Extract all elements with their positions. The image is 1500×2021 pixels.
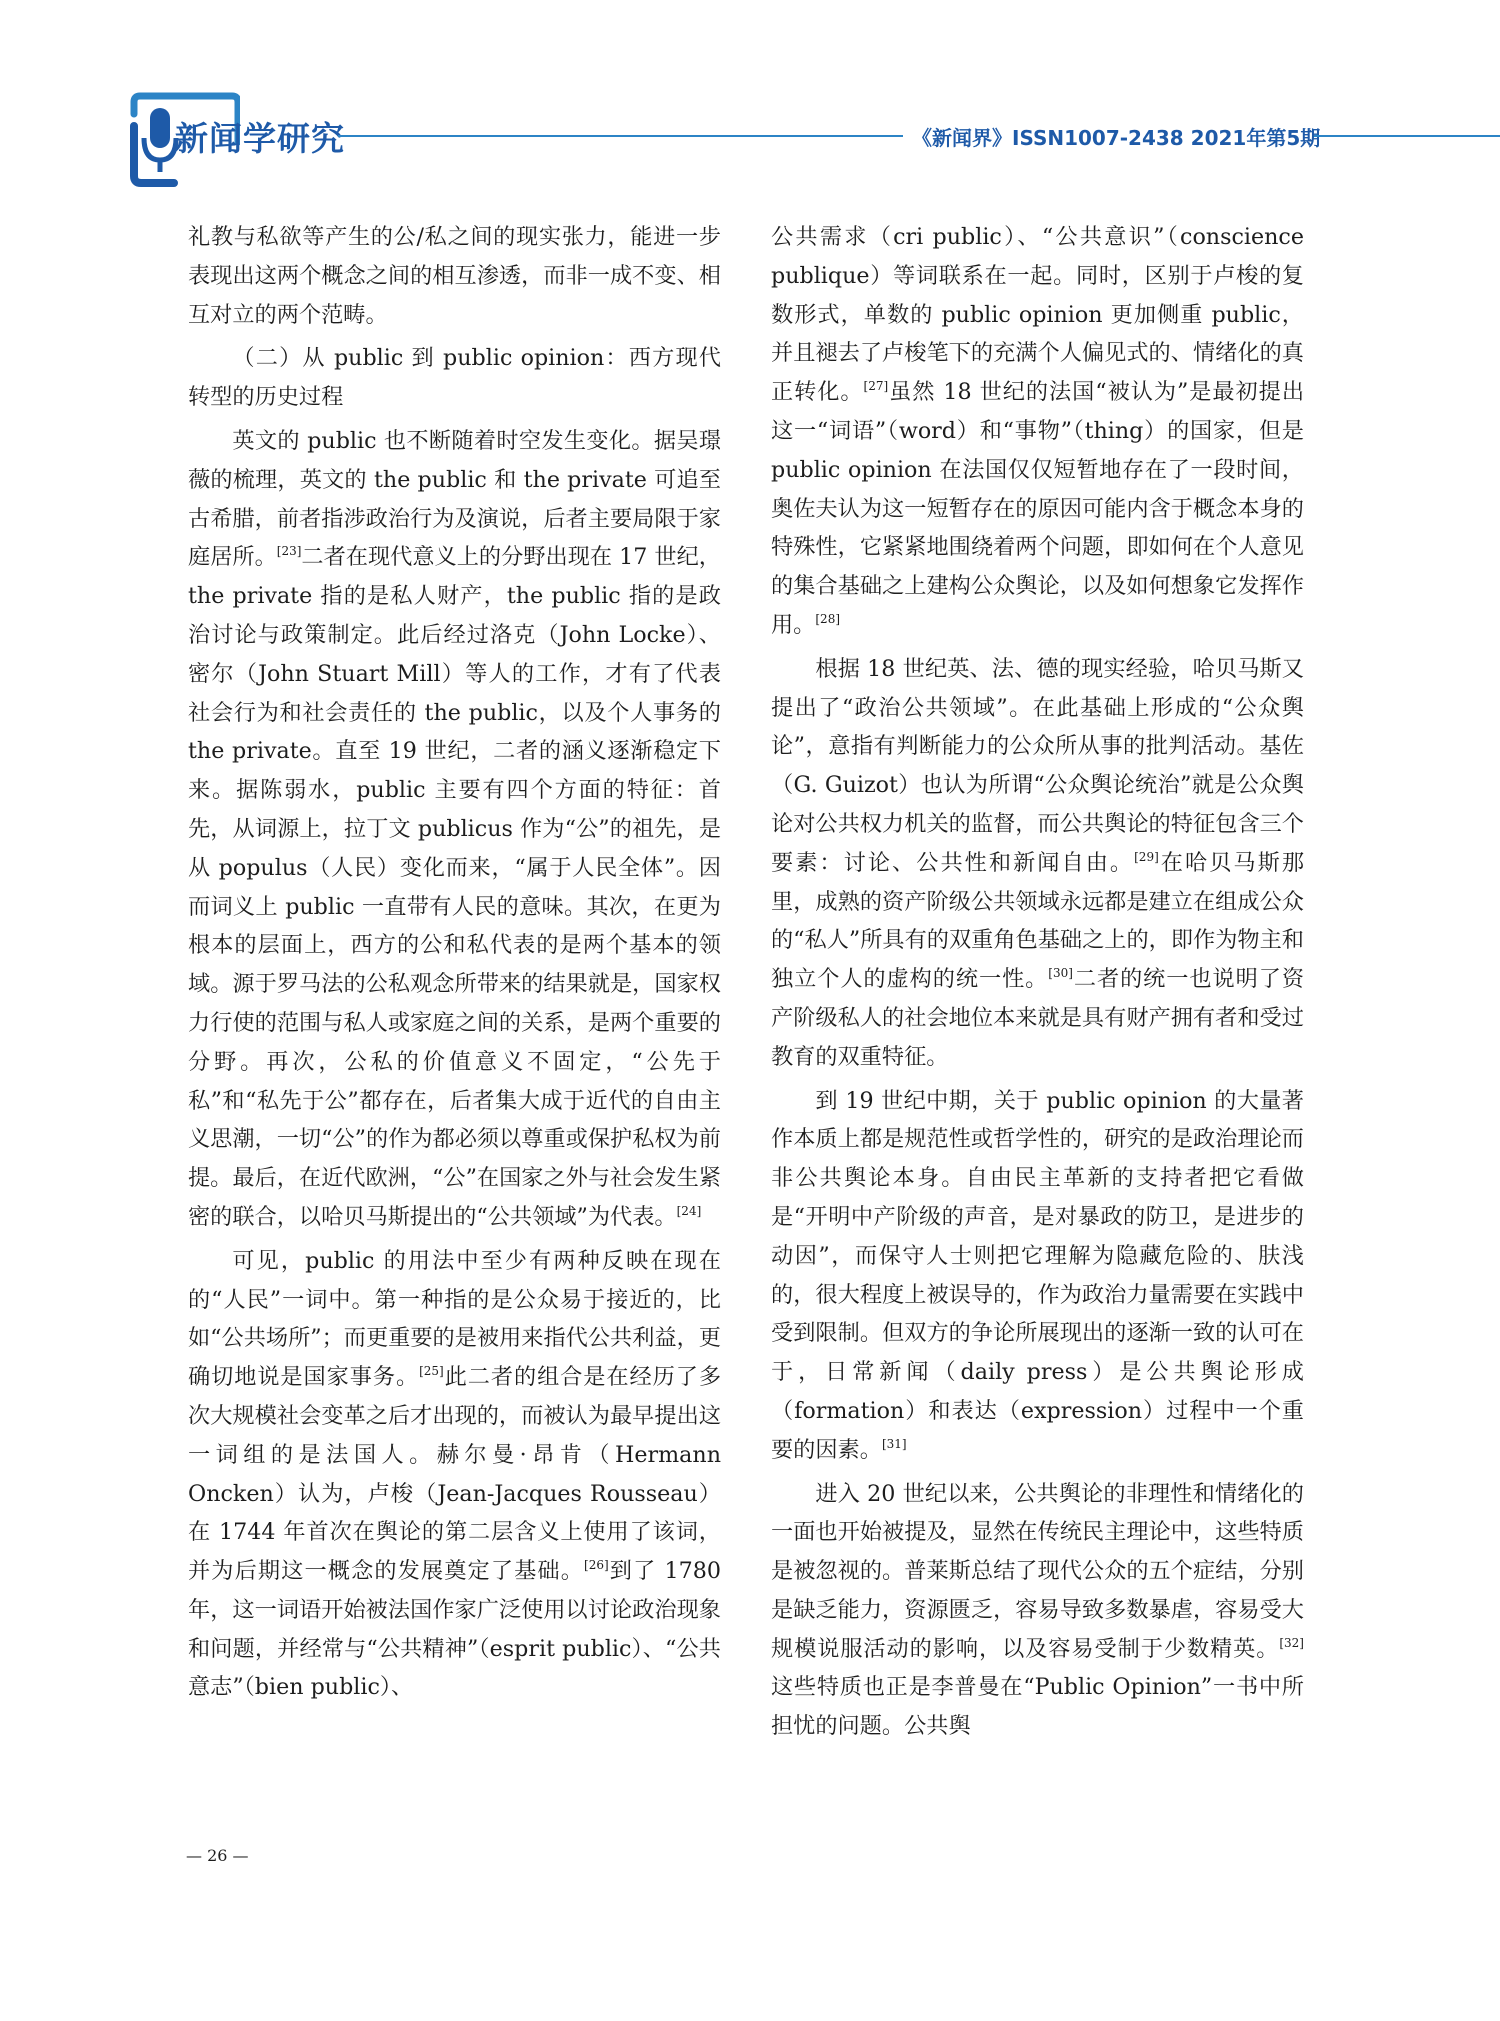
paragraph-text: 虽然 18 世纪的法国“被认为”是最初提出这一“词语”（word）和“事物”（thing）的国家，但是 public opinion 在法国仅仅短暂地存在了一段时间，奥佐夫认为这一短暂存在的原因可能内含于概念本身的特殊性，它紧紧地围绕着两个问题，即如何在个人意见的集合基础之上建构公众舆论，以及如何想象它发挥作用。 xyxy=(771,379,1305,638)
right-column xyxy=(771,218,1304,1751)
footnote-ref: [29] xyxy=(1134,849,1159,864)
page-header xyxy=(0,0,1500,200)
paragraph-text: 二者的统一也说明了资产阶级私人的社会地位本来就是具有财产拥有者和受过教育的双重特征。 xyxy=(771,966,1305,1070)
paragraph-text: 这些特质也正是李普曼在“Public Opinion”一书中所担忧的问题。公共舆 xyxy=(771,1674,1304,1740)
paragraph-text: 此二者的组合是在经历了多次大规模社会变革之后才出现的，而被认为最早提出这一词组的是法国人。赫尔曼·昂肯（Hermann Oncken）认为，卢梭（Jean-Jacques Rousseau）在 1744 年首次在舆论的第二层含义上使用了该词，并为后期这一概念的发展奠定了基础。 xyxy=(188,1364,722,1585)
subheading-text: （二）从 public 到 public opinion：西方现代转型的历史过程 xyxy=(188,345,721,411)
footnote-ref: [32] xyxy=(1279,1635,1304,1650)
paragraph-text: 二者在现代意义上的分野出现在 17 世纪，the private 指的是私人财产，the public 指的是政治讨论与政策制定。此后经过洛克（John Locke）、密尔（John Stuart Mill）等人的工作，才有了代表社会行为和社会责任的 the public，以及个人事务的 the private。直至 19 世纪，二者的涵义逐渐稳定下来。据陈弱水，public 主要有四个方面的特征：首先，从词源上，拉丁文 publicus 作为“公”的祖先，是从 populus（人民）变化而来，“属于人民全体”。因而词义上 public 一直带有人民的意味。其次，在更为根本的层面上，西方的公和私代表的是两个基本的领域。源于罗马法的公私观念所带来的结果就是，国家权力行使的范围与私人或家庭之间的关系，是两个重要的分野。再次，公私的价值意义不固定，“公先于私”和“私先于公”都存在，后者集大成于近代的自由主义思潮，一切“公”的作为都必须以尊重或保护私权为前提。最后，在近代欧洲，“公”在国家之外与社会发生紧密的联合，以哈贝马斯提出的“公共领域”为代表。 xyxy=(188,544,721,1230)
footnote-ref: [26] xyxy=(584,1558,609,1573)
paragraph-text: 礼教与私欲等产生的公/私之间的现实张力，能进一步表现出这两个概念之间的相互渗透，而非一成不变、相互对立的两个范畴。 xyxy=(188,224,721,328)
paragraph xyxy=(771,218,1304,645)
section-subheading xyxy=(188,339,721,417)
footnote-ref: [30] xyxy=(1048,966,1073,981)
paragraph xyxy=(188,422,721,1237)
paragraph-text: 根据 18 世纪英、法、德的现实经验，哈贝马斯又提出了“政治公共领域”。在此基础上形成的“公众舆论”，意指有判断能力的公众所从事的批判活动。基佐（G. Guizot）也认为所谓“公众舆论统治”就是公众舆论对公共权力机关的监督，而公共舆论的特征包含三个要素：讨论、公共性和新闻自由。 xyxy=(771,655,1304,876)
paragraph-text: 在哈贝马斯那里，成熟的资产阶级公共领域永远都是建立在组成公众的“私人”所具有的双重角色基础之上的，即作为物主和独立个人的虚构的统一性。 xyxy=(771,849,1305,993)
footnote-ref: [27] xyxy=(863,379,889,394)
paragraph xyxy=(188,218,721,334)
page-number: — 26 — xyxy=(186,1846,249,1865)
footnote-ref: [25] xyxy=(419,1364,444,1379)
journal-name: 新闻学研究 xyxy=(175,119,345,158)
paragraph-text: 进入 20 世纪以来，公共舆论的非理性和情绪化的一面也开始被提及，显然在传统民主理论中，这些特质是被忽视的。普莱斯总结了现代公众的五个症结，分别是缺乏能力，资源匮乏，容易导致多数暴虐，容易受大规模说服活动的影响，以及容易受制于少数精英。 xyxy=(771,1480,1304,1662)
paragraph-text: 到了 1780 年，这一词语开始被法国作家广泛使用以讨论政治现象和问题，并经常与“公共精神”（esprit public）、“公共意志”（bien public）、 xyxy=(188,1558,721,1701)
footnote-ref: [28] xyxy=(815,611,841,626)
header-rule-right xyxy=(1314,135,1500,137)
left-column xyxy=(188,218,721,1712)
footnote-ref: [31] xyxy=(881,1436,907,1451)
paragraph xyxy=(771,1082,1304,1470)
paragraph-text: 公共需求（cri public）、“公共意识”（conscience publique）等词联系在一起。同时，区别于卢梭的复数形式，单数的 public opinion 更加侧重 public，并且褪去了卢梭笔下的充满个人偏见式的、情绪化的真正转化。 xyxy=(771,224,1304,406)
paragraph xyxy=(771,650,1304,1077)
paragraph-text: 英文的 public 也不断随着时空发生变化。据吴璟薇的梳理，英文的 the public 和 the private 可追至古希腊，前者指涉政治行为及演说，后者主要局限于家庭居所。 xyxy=(188,427,721,571)
header-rule-left xyxy=(338,135,903,137)
footnote-ref: [23] xyxy=(276,544,302,559)
footnote-ref: [24] xyxy=(676,1203,702,1218)
issue-info: 《新闻界》ISSN1007-2438 2021年第5期 xyxy=(912,126,1321,150)
paragraph-text: 可见，public 的用法中至少有两种反映在现在的“人民”一词中。第一种指的是公众易于接近的，比如“公共场所”；而更重要的是被用来指代公共利益，更确切地说是国家事务。 xyxy=(188,1247,721,1391)
paragraph xyxy=(771,1475,1304,1747)
paragraph-text: 到 19 世纪中期，关于 public opinion 的大量著作本质上都是规范性或哲学性的，研究的是政治理论而非公共舆论本身。自由民主革新的支持者把它看做是“开明中产阶级的声音，是对暴政的防卫，是进步的动因”，而保守人士则把它理解为隐藏危险的、肤浅的，很大程度上被误导的，作为政治力量需要在实践中受到限制。但双方的争论所展现出的逐渐一致的认可在于，日常新闻（daily press）是公共舆论形成（formation）和表达（expression）过程中一个重要的因素。 xyxy=(771,1087,1304,1463)
paragraph xyxy=(188,1242,721,1708)
